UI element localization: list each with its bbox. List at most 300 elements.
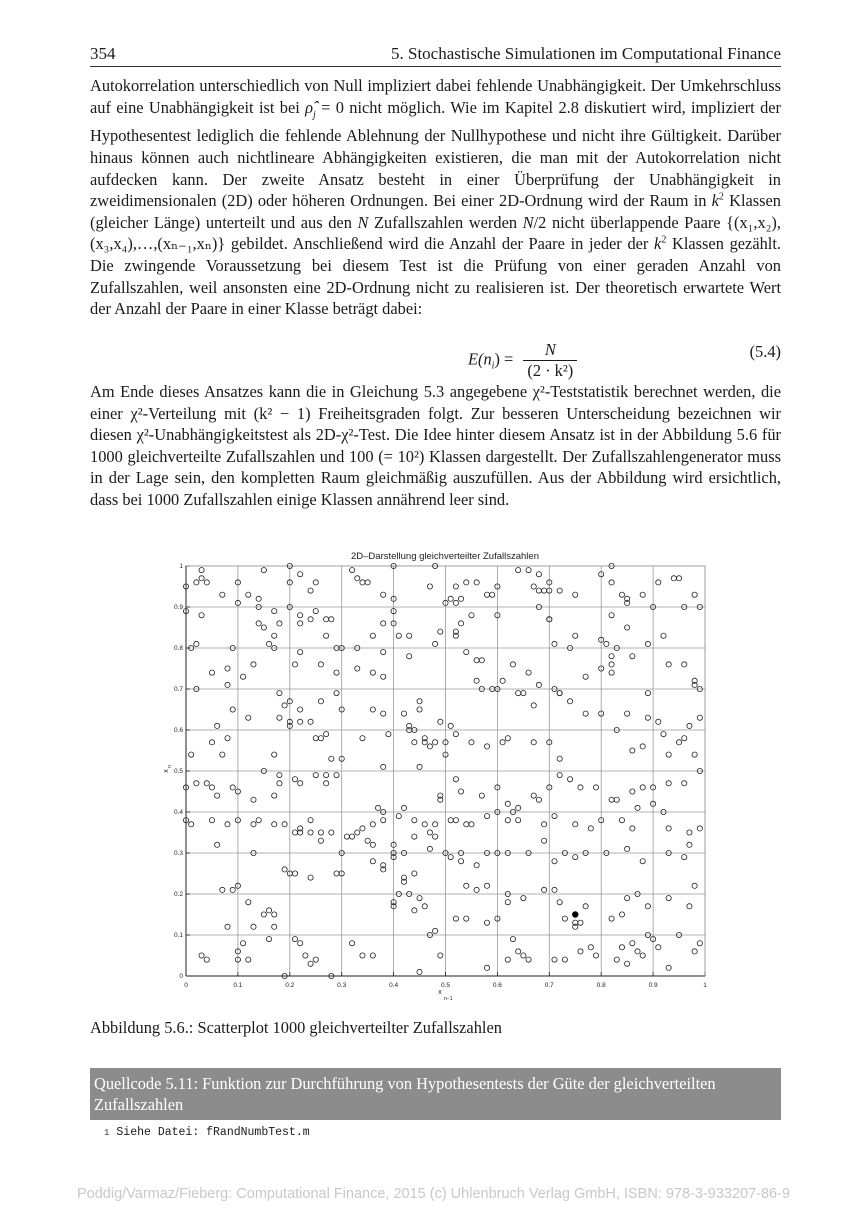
scatter-point [552,814,557,819]
scatter-point [360,953,365,958]
y-tick-label: 1 [179,563,183,570]
scatter-point [676,576,681,581]
y-tick-label: 0.6 [173,727,183,734]
scatter-point [609,580,614,585]
scatter-point [225,666,230,671]
scatter-point [697,715,702,720]
scatter-point [630,826,635,831]
scatter-point [505,736,510,741]
scatter-point [448,596,453,601]
scatter-point [318,736,323,741]
scatter-point [666,826,671,831]
scatter-point [609,797,614,802]
scatter-point [246,900,251,905]
scatter-point [531,584,536,589]
scatter-point [324,773,329,778]
scatter-point [225,682,230,687]
scatter-point [386,732,391,737]
scatter-point [412,871,417,876]
scatter-point [298,621,303,626]
scatter-point [692,752,697,757]
scatter-point [308,875,313,880]
scatter-point [505,818,510,823]
scatter-point [453,732,458,737]
scatter-point [625,961,630,966]
scatter-point [573,855,578,860]
scatter-point [324,732,329,737]
y-tick-label: 0.1 [173,932,183,939]
scatter-point [381,674,386,679]
equation-number: (5.4) [749,342,781,361]
scatter-point [251,924,256,929]
scatter-point [505,801,510,806]
scatter-point [609,916,614,921]
scatter-point [687,904,692,909]
scatter-point [640,785,645,790]
x-tick-label: 0.8 [596,982,606,989]
scatter-point [272,633,277,638]
scatter-point [479,658,484,663]
scatter-point [277,773,282,778]
scatter-point [199,953,204,958]
tick-labels [174,563,707,989]
x-tick-label: 0.5 [440,982,451,989]
scatter-point [687,723,692,728]
scatter-point [313,736,318,741]
scatter-point [635,805,640,810]
scatter-point [526,568,531,573]
scatter-point [583,674,588,679]
code-line [104,1126,310,1139]
scatter-point [313,957,318,962]
scatter-point [313,773,318,778]
scatter-point [619,592,624,597]
scatter-point [422,904,427,909]
scatter-point [433,928,438,933]
scatter-point [199,613,204,618]
scatter-point [645,904,650,909]
scatter-point [412,818,417,823]
scatter-point [630,654,635,659]
scatter-point [557,900,562,905]
scatter-point [531,703,536,708]
scatter-point [225,736,230,741]
scatter-point [552,641,557,646]
scatter-point [298,572,303,577]
scatter-point [453,584,458,589]
scatter-point [370,859,375,864]
scatter-point [194,781,199,786]
scatter-point [344,834,349,839]
scatter-point [334,871,339,876]
highlighted-point [572,912,578,918]
scatter-point [412,908,417,913]
text-run: = 0 nicht möglich. Wie im Kapitel 2.8 diskutiert wird, impliziert der Hypothesentest lediglich die fehlende Ablehnung der Nullhypothese und nicht ihre Gültigkeit. Darüber hinaus können auch nichtlineare Abhängigkeiten existieren, die man mit der Autokorrelation nicht aufdecken kann. Der zweite Ansatz besteht in einer Überprüfung der Unabhängigkeit in zweidimensionalen (2D) oder höheren Ordnungen. Bei einer 2D-Ordnung wird der Raum in [90,97,781,211]
grid [186,566,705,976]
scatter-point [542,588,547,593]
scatter-point [625,846,630,851]
scatter-point [401,805,406,810]
equation-lhs-end: ) = [494,349,514,369]
scatter-point [199,568,204,573]
scatter-point [194,580,199,585]
scatter-point [531,740,536,745]
scatter-point [640,592,645,597]
scatter-point [474,678,479,683]
scatter-point [682,736,687,741]
scatter-point [298,613,303,618]
x-tick-label: 0.3 [337,982,347,989]
scatter-point [204,580,209,585]
rho-hat-symbol: ρ̂ [305,97,314,117]
scatter-point [578,949,583,954]
scatter-point [324,617,329,622]
scatter-point [557,588,562,593]
scatter-point [464,650,469,655]
equation-lhs-sub: i [491,360,495,372]
n-symbol: N [522,212,534,232]
scatter-point [583,711,588,716]
scatter-point [578,785,583,790]
k-symbol: k [654,234,662,254]
superscript: 2 [718,191,724,203]
scatter-point [272,822,277,827]
scatter-point [349,834,354,839]
text-run: Klassen gezählt. Die zwingende Voraussetzung bei diesem Test ist die Prüfung von einer geraden Anzahl von Zufallszahlen, weil ansonsten eine 2D-Ordnung nicht zu realisieren ist. Der theoretisch erwartete Wert der Anzahl der Paare in einer Klasse beträgt dabei: [90,234,781,319]
scatter-point [381,818,386,823]
scatter-point [614,797,619,802]
scatter-point [510,662,515,667]
scatter-point [630,789,635,794]
scatter-point [458,621,463,626]
scatter-point [666,752,671,757]
scatter-point [318,838,323,843]
scatter-point [412,740,417,745]
scatter-point [417,969,422,974]
scatter-point [484,920,489,925]
scatter-point [318,699,323,704]
scatter-point [583,904,588,909]
scatter-point [562,957,567,962]
scatter-point [220,752,225,757]
scatter-point [298,719,303,724]
scatter-point [246,715,251,720]
x-axis-label [438,989,452,1002]
code-line-text: Siehe Datei: fRandNumbTest.m [116,1126,310,1139]
scatter-point [433,834,438,839]
scatter-point [407,654,412,659]
scatter-point [490,592,495,597]
scatter-point [396,633,401,638]
scatter-point [625,625,630,630]
scatter-point [500,740,505,745]
scatter-point [625,711,630,716]
scatter-point [282,822,287,827]
scatter-point [266,641,271,646]
scatter-point [308,617,313,622]
scatter-point [697,941,702,946]
y-axis-label-main: x [163,769,170,773]
x-tick-label: 0 [184,982,188,989]
y-tick-label: 0 [179,973,183,980]
scatter-point [204,781,209,786]
scatter-point [479,793,484,798]
scatter-point [240,674,245,679]
scatter-point [370,822,375,827]
scatter-point [230,887,235,892]
scatter-point [417,699,422,704]
scatter-point [292,777,297,782]
scatter-point [536,682,541,687]
scatter-point [609,662,614,667]
scatter-point [557,691,562,696]
scatter-point [334,691,339,696]
superscript: 2 [661,234,667,246]
scatter-point [573,592,578,597]
scatter-point [542,887,547,892]
scatter-point [609,670,614,675]
scatter-point [521,691,526,696]
scatter-point [682,781,687,786]
scatter-point [194,641,199,646]
scatter-point [536,797,541,802]
code-line-number: 1 [104,1128,110,1138]
x-axis-label-sub: n−1 [444,996,453,1002]
scatter-point [464,580,469,585]
scatter-point [318,830,323,835]
scatter-point [318,662,323,667]
scatter-point [640,953,645,958]
scatter-point [417,896,422,901]
scatter-point [433,641,438,646]
scatter-point [298,650,303,655]
x-tick-label: 1 [703,982,707,989]
scatter-point [324,633,329,638]
scatter-point [272,752,277,757]
scatter-point [313,580,318,585]
scatter-point [521,953,526,958]
paragraph-2 [90,381,781,511]
scatter-point [542,822,547,827]
scatter-point [474,863,479,868]
fraction-denominator: (2 · k²) [527,361,574,380]
scatter-point [682,855,687,860]
scatter-point [464,883,469,888]
scatter-point [334,773,339,778]
scatter-point [453,777,458,782]
scatter-point [505,957,510,962]
scatter-point [355,576,360,581]
scatter-point [272,924,277,929]
scatter-point [656,719,661,724]
scatter-point [484,965,489,970]
scatter-point [292,937,297,942]
scatter-point [484,744,489,749]
paragraph-2-text: Am Ende dieses Ansatzes kann die in Gleichung 5.3 angegebene χ²-Teststatistik berechnet werden, die einer χ²-Verteilung mit (k² − 1) Freiheitsgraden folgt. Zur besseren Unterscheidung bezeichnen wir diesen χ²-Unabhängigkeitstest als 2D-χ²-Test. Die Idee hinter diesem Ansatz ist in der Abbildung 5.6 für 1000 gleichverteilte Zufallszahlen und 100 (= 10²) Klassen dargestellt. Der Zufallszahlengenerator muss in der Lage sein, den kompletten Raum gleichmäßig auszufüllen. Aus der Abbildung wird ersichtlich, dass bei 1000 Zufallszahlen einige Klassen annährend leer sind. [90,382,781,509]
x-tick-label: 0.9 [648,982,658,989]
equation-lhs: E(n [468,349,492,369]
x-tick-label: 0.4 [389,982,399,989]
scatter-point [567,777,572,782]
scatter-point [215,793,220,798]
scatter-point [360,580,365,585]
scatter-point [516,805,521,810]
scatter-point [240,941,245,946]
scatter-point [562,916,567,921]
scatter-point [407,633,412,638]
scatter-point [625,896,630,901]
scatter-point [484,883,489,888]
scatter-point [282,867,287,872]
scatter-point [209,740,214,745]
scatter-point [370,842,375,847]
page-number: 354 [90,44,116,63]
scatter-point [329,756,334,761]
scatter-point [526,957,531,962]
scatter-point [676,740,681,745]
scatter-point [370,670,375,675]
scatter-point [298,781,303,786]
scatter-point [427,744,432,749]
scatter-point [282,703,287,708]
scatter-point [215,842,220,847]
scatter-point [666,965,671,970]
paragraph-1 [90,75,781,320]
scatter-point [645,641,650,646]
scatter-point [308,818,313,823]
scatter-point [360,826,365,831]
scatter-point [516,949,521,954]
scatter-point [355,666,360,671]
y-tick-label: 0.8 [173,645,183,652]
scatter-point [438,719,443,724]
scatter-point [401,711,406,716]
scatter-point [521,896,526,901]
scatter-point [334,670,339,675]
scatter-point [453,916,458,921]
scatter-point [324,781,329,786]
scatter-point [458,859,463,864]
fraction [523,340,577,381]
scatter-point [516,818,521,823]
text-run: /2 nicht überlappende Paare {(x₁,x₂),(x₃,x₄),…,(xₙ₋₁,xₙ)} gebildet. Anschließend wird die Anzahl der Paare in jeder der [90,212,781,254]
x-axis-label-main: x [438,989,442,996]
scatter-point [640,859,645,864]
scatter-point [464,916,469,921]
scatter-point [251,662,256,667]
y-axis-label [163,765,173,773]
scatter-point [396,814,401,819]
scatter-point [272,793,277,798]
scatter-point [308,830,313,835]
scatter-point [220,592,225,597]
scatter-point [433,822,438,827]
code-listing-title: Quellcode 5.11: Funktion zur Durchführung von Hypothesentests der Güte der gleichverteilten Zufallszahlen [90,1068,781,1120]
scatter-point [692,949,697,954]
scatter-point [308,588,313,593]
y-axis-label-sub: n [167,765,173,768]
scatter-point [666,896,671,901]
scatter-point [516,568,521,573]
text-run: Klassen (gleicher Länge) unterteilt und aus den [90,191,782,232]
scatter-point [656,945,661,950]
scatter-point [433,740,438,745]
scatter-point [469,613,474,618]
scatter-point [370,633,375,638]
scatter-point [593,953,598,958]
scatter-point [246,592,251,597]
scatter-point [526,670,531,675]
scatter-point [365,580,370,585]
scatter-point [417,707,422,712]
scatter-point [578,920,583,925]
scatter-point [256,818,261,823]
scatter-point [573,633,578,638]
scatter-point [552,887,557,892]
scatter-point [469,822,474,827]
scatter-point [189,822,194,827]
scatter-point [308,719,313,724]
scatter-point [209,818,214,823]
scatter-point [697,826,702,831]
x-tick-label: 0.6 [492,982,502,989]
scatter-point [199,576,204,581]
chart-title: 2D–Darstellung gleichverteilter Zufallszahlen [351,551,539,562]
scatter-point [516,691,521,696]
scatter-point [225,822,230,827]
scatter-point [427,846,432,851]
scatter-point [536,572,541,577]
scatter-point [292,830,297,835]
scatter-point [261,625,266,630]
scatter-point [438,629,443,634]
k-symbol: k [711,191,719,211]
scatter-point [427,830,432,835]
scatter-point [298,941,303,946]
scatter-point [381,711,386,716]
scatter-point [355,830,360,835]
scatter-point [474,580,479,585]
scatter-point [609,613,614,618]
scatter-point [542,838,547,843]
scatter-point [458,789,463,794]
running-title: 5. Stochastische Simulationen im Computational Finance [390,44,781,63]
scatter-point [277,691,282,696]
scatter-point [474,658,479,663]
y-tick-label: 0.2 [173,891,183,898]
scatter-point [303,953,308,958]
scatter-point [630,748,635,753]
x-tick-label: 0.7 [544,982,554,989]
scatter-point [484,592,489,597]
scatter-point [370,953,375,958]
scatter-point [360,736,365,741]
scatter-point [619,912,624,917]
scatter-point [381,650,386,655]
scatter-point [266,908,271,913]
equation-5-4 [90,326,781,380]
scatter-point [557,773,562,778]
scatter-point [604,641,609,646]
scatter-point [619,818,624,823]
scatter-plot [150,545,730,1005]
y-tick-label: 0.9 [173,604,183,611]
scatter-point [448,818,453,823]
scatter-point [448,855,453,860]
scatter-point [661,633,666,638]
scatter-point [458,596,463,601]
scatter-point [573,822,578,827]
